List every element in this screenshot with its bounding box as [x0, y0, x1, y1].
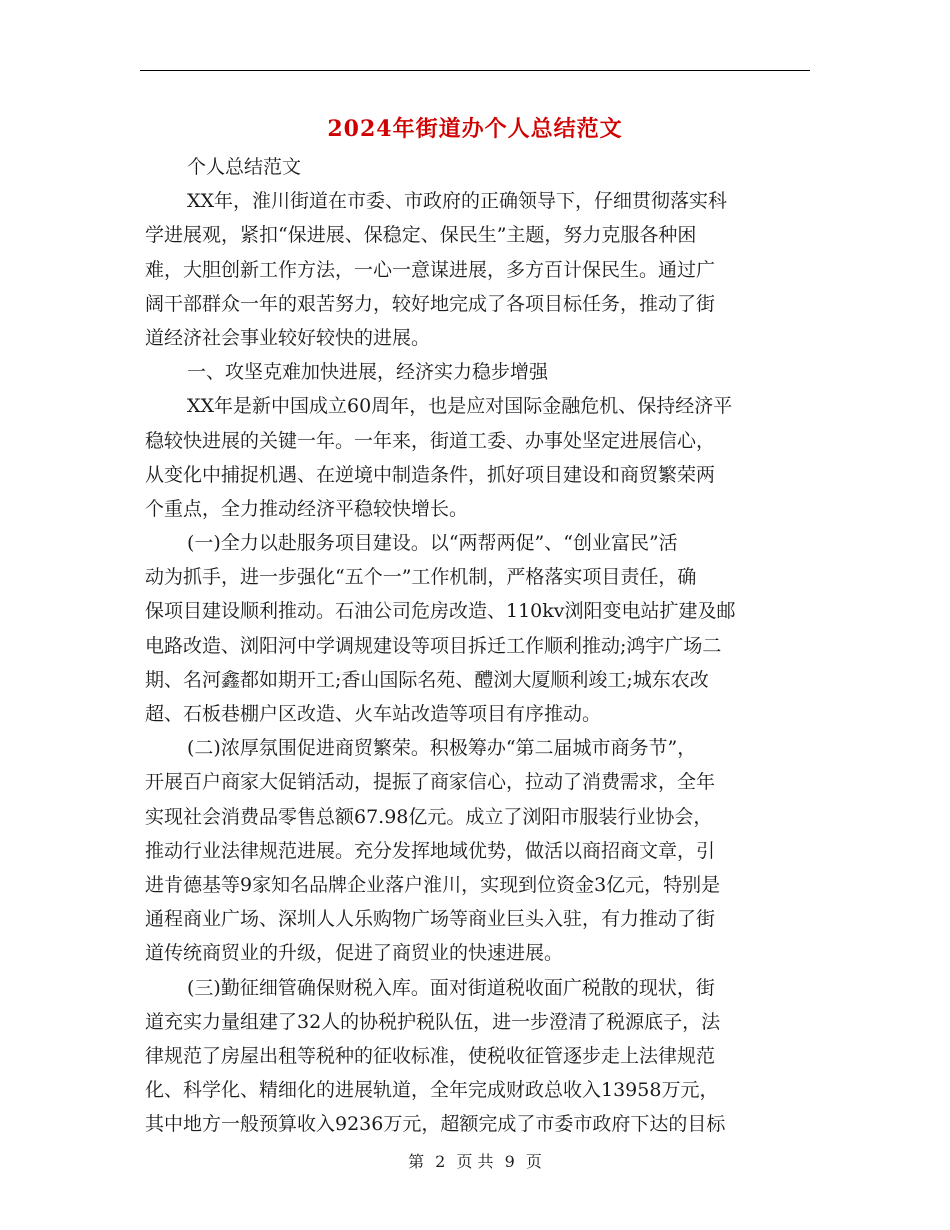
- footer-suffix: 页: [525, 1152, 542, 1171]
- text-line: 动为抓手，进一步强化“五个一”工作机制，严格落实项目责任，确: [145, 566, 697, 589]
- header-rule: [140, 70, 810, 71]
- text-line: 电路改造、浏阳河中学调规建设等项目拆迁工作顺利推动;鸿宇广场二: [145, 634, 722, 657]
- text-line: 个人总结范文: [187, 156, 302, 178]
- text-line: 其中地方一般预算收入9236万元，超额完成了市委市政府下达的目标: [145, 1113, 726, 1136]
- text-line: 道传统商贸业的升级，促进了商贸业的快速进展。: [145, 942, 564, 965]
- text-line: 化、科学化、精细化的进展轨道，全年完成财政总收入13958万元，: [145, 1079, 719, 1102]
- text-line: (二)浓厚氛围促进商贸繁荣。积极筹办“第二届城市商务节”，: [187, 737, 697, 760]
- text-line: 期、名河鑫都如期开工;香山国际名苑、醴浏大厦顺利竣工;城东农改: [145, 668, 709, 691]
- text-line: 个重点，全力推动经济平稳较快增长。: [145, 497, 469, 520]
- document-title: 2024年街道办个人总结范文: [327, 116, 623, 142]
- text-line: 律规范了房屋出租等税种的征收标准，使税收征管逐步走上法律规范: [145, 1044, 716, 1067]
- text-line: 保项目建设顺利推动。石油公司危房改造、110kv浏阳变电站扩建及邮: [145, 600, 736, 623]
- text-line: 通程商业广场、深圳人人乐购物广场等商业巨头入驻，有力推动了街: [145, 908, 716, 931]
- text-line: 推动行业法律规范进展。充分发挥地域优势，做活以商招商文章，引: [145, 839, 716, 862]
- text-line: 超、石板巷棚户区改造、火车站改造等项目有序推动。: [145, 703, 602, 725]
- text-line: XX年是新中国成立60周年，也是应对国际金融危机、保持经济平: [187, 395, 733, 418]
- text-line: 从变化中捕捉机遇、在逆境中制造条件，抓好项目建设和商贸繁荣两: [145, 463, 716, 486]
- text-line: 道经济社会事业较好较快的进展。: [145, 326, 431, 349]
- text-line: 稳较快进展的关键一年。一年来，街道工委、办事处坚定进展信心，: [145, 429, 716, 452]
- footer-middle: 页 共: [456, 1152, 494, 1171]
- footer-total-pages: 9: [504, 1152, 515, 1171]
- text-line: 难，大胆创新工作方法，一心一意谋进展，多方百计保民生。通过广: [145, 258, 716, 281]
- text-line: 道充实力量组建了32人的协税护税队伍，进一步澄清了税源底子，法: [145, 1010, 721, 1033]
- footer-current-page: 2: [435, 1152, 446, 1171]
- text-line: (一)全力以赴服务项目建设。以“两帮两促”、“创业富民”活: [187, 532, 678, 555]
- text-line: 进肯德基等9家知名品牌企业落户淮川，实现到位资金3亿元，特别是: [145, 873, 721, 896]
- footer-prefix: 第: [408, 1152, 425, 1171]
- text-line: 学进展观，紧扣“保进展、保稳定、保民生”主题，努力克服各种困: [145, 224, 697, 247]
- text-line: (三)勤征细管确保财税入库。面对街道税收面广税散的现状，街: [187, 976, 715, 999]
- page-footer: [0, 1150, 950, 1174]
- text-line: 一、攻坚克难加快进展，经济实力稳步增强: [187, 361, 549, 384]
- text-line: 开展百户商家大促销活动，提振了商家信心，拉动了消费需求，全年: [145, 771, 716, 794]
- text-line: 实现社会消费品零售总额67.98亿元。成立了浏阳市服装行业协会，: [145, 805, 713, 828]
- text-line: 阔干部群众一年的艰苦努力，较好地完成了各项目标任务，推动了街: [145, 292, 716, 315]
- document-body: [145, 150, 810, 1141]
- text-line: XX年，淮川街道在市委、市政府的正确领导下，仔细贯彻落实科: [187, 190, 728, 213]
